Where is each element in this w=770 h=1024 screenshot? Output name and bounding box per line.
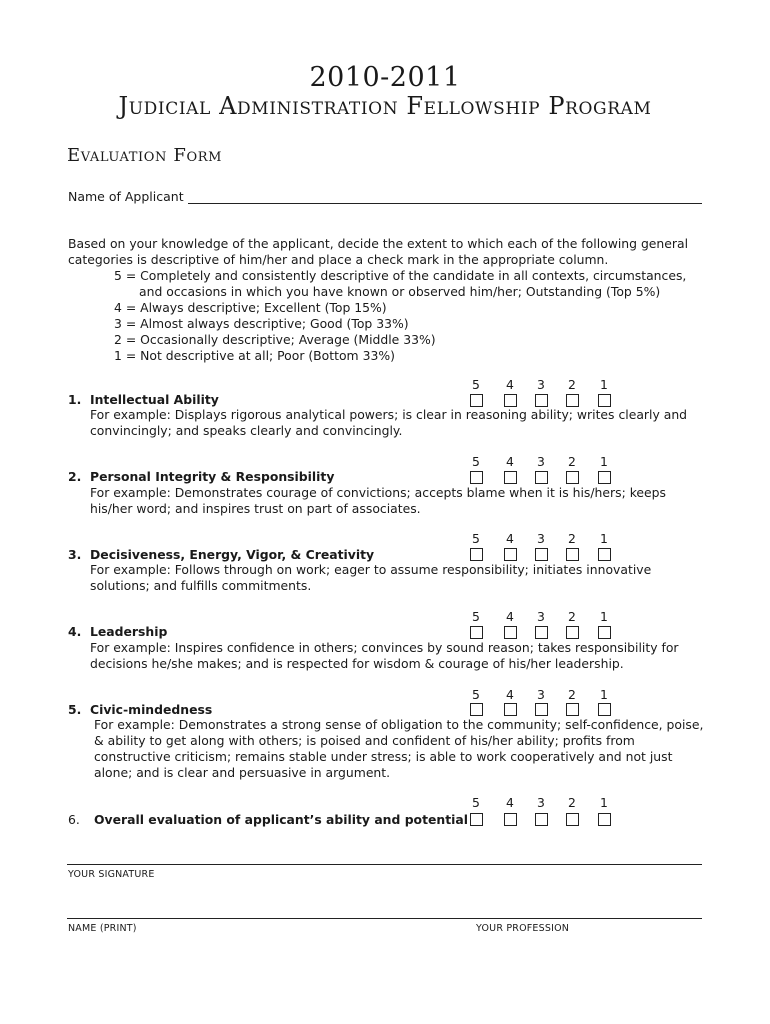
checkbox-rating-2[interactable]	[566, 471, 579, 484]
criterion-title-text: Intellectual Ability	[90, 392, 219, 407]
checkbox-rating-3[interactable]	[535, 813, 548, 826]
criterion-number: 1.	[68, 392, 82, 407]
checkbox-rating-2[interactable]	[566, 703, 579, 716]
rating-label-1: 1	[600, 531, 608, 546]
checkbox-rating-2[interactable]	[566, 548, 579, 561]
criterion-title-text: Civic-mindedness	[90, 702, 213, 717]
rating-label-3: 3	[537, 377, 545, 392]
rating-label-5: 5	[472, 795, 480, 810]
criterion-1-description: For example: Displays rigorous analytical powers; is clear in reasoning ability; writes clearly and convincingly; and speaks clearly and convincingly.	[90, 407, 688, 438]
checkbox-rating-2[interactable]	[566, 813, 579, 826]
rating-label-5: 5	[472, 531, 480, 546]
criterion-6-ratings	[464, 813, 624, 827]
criterion-1-ratings	[464, 394, 624, 408]
checkbox-rating-1[interactable]	[598, 394, 611, 407]
criterion-5-ratings	[464, 703, 624, 717]
rating-label-1: 1	[600, 687, 608, 702]
checkbox-rating-4[interactable]	[504, 703, 517, 716]
rating-label-2: 2	[568, 531, 576, 546]
rating-label-2: 2	[568, 795, 576, 810]
rating-label-4: 4	[506, 531, 514, 546]
scale-item-5	[114, 268, 686, 300]
scale-text-continued: and occasions in which you have known or observed him/her; Outstanding (Top 5%)	[139, 284, 661, 299]
applicant-name-row	[68, 189, 702, 204]
rating-label-3: 3	[537, 531, 545, 546]
criterion-5-description: For example: Demonstrates a strong sense of obligation to the community; self-confidence, poise, & ability to get along with others; is poised and confident of his/her ability; profits from constructive criticism; remains stable under stress; is able to work cooperatively and not just alone; and is clear and persuasive in argument.	[94, 717, 704, 780]
checkbox-rating-4[interactable]	[504, 626, 517, 639]
checkbox-rating-2[interactable]	[566, 626, 579, 639]
checkbox-rating-5[interactable]	[470, 813, 483, 826]
checkbox-rating-5[interactable]	[470, 548, 483, 561]
checkbox-rating-2[interactable]	[566, 394, 579, 407]
rating-label-4: 4	[506, 687, 514, 702]
checkbox-rating-4[interactable]	[504, 813, 517, 826]
criterion-2-title	[68, 469, 334, 484]
rating-label-1: 1	[600, 454, 608, 469]
criterion-number: 5.	[68, 702, 82, 717]
criterion-2-description: For example: Demonstrates courage of convictions; accepts blame when it is his/hers; keeps his/her word; and inspires trust on part of associates.	[90, 485, 667, 516]
rating-label-5: 5	[472, 454, 480, 469]
rating-label-2: 2	[568, 687, 576, 702]
checkbox-rating-1[interactable]	[598, 626, 611, 639]
rating-label-2: 2	[568, 609, 576, 624]
form-year: 2010-2011	[309, 62, 461, 93]
signature-label: YOUR SIGNATURE	[68, 869, 155, 880]
criterion-title-text: Overall evaluation of applicant’s ability and potential	[94, 812, 468, 827]
rating-label-1: 1	[600, 609, 608, 624]
criterion-6-title	[68, 812, 468, 827]
criterion-4-title	[68, 624, 167, 639]
rating-label-3: 3	[537, 454, 545, 469]
criterion-5-title	[68, 702, 212, 717]
criterion-number: 3.	[68, 547, 82, 562]
rating-label-3: 3	[537, 795, 545, 810]
signature-field[interactable]	[67, 864, 702, 865]
checkbox-rating-5[interactable]	[470, 703, 483, 716]
checkbox-rating-1[interactable]	[598, 548, 611, 561]
rating-label-5: 5	[472, 377, 480, 392]
rating-label-5: 5	[472, 687, 480, 702]
name-print-label: NAME (PRINT)	[68, 923, 137, 934]
applicant-name-label: Name of Applicant	[68, 189, 184, 204]
checkbox-rating-1[interactable]	[598, 703, 611, 716]
scale-item-3: 3 = Almost always descriptive; Good (Top 33%)	[114, 316, 409, 331]
criterion-2-ratings	[464, 471, 624, 485]
checkbox-rating-5[interactable]	[470, 394, 483, 407]
checkbox-rating-4[interactable]	[504, 548, 517, 561]
checkbox-rating-5[interactable]	[470, 626, 483, 639]
criterion-number: 2.	[68, 469, 82, 484]
criterion-3-title	[68, 547, 374, 562]
program-title: Judicial Administration Fellowship Program	[118, 92, 652, 120]
criterion-1-title	[68, 392, 219, 407]
checkbox-rating-1[interactable]	[598, 813, 611, 826]
criterion-title-text: Leadership	[90, 624, 168, 639]
rating-label-4: 4	[506, 377, 514, 392]
criterion-title-text: Decisiveness, Energy, Vigor, & Creativity	[90, 547, 375, 562]
rating-label-1: 1	[600, 795, 608, 810]
scale-item-1: 1 = Not descriptive at all; Poor (Bottom 33%)	[114, 348, 395, 363]
rating-label-4: 4	[506, 454, 514, 469]
checkbox-rating-4[interactable]	[504, 394, 517, 407]
name-print-field[interactable]	[67, 918, 702, 919]
criterion-number: 6.	[68, 812, 80, 827]
checkbox-rating-3[interactable]	[535, 471, 548, 484]
scale-item-4: 4 = Always descriptive; Excellent (Top 15%)	[114, 300, 387, 315]
rating-label-2: 2	[568, 377, 576, 392]
checkbox-rating-5[interactable]	[470, 471, 483, 484]
criterion-title-text: Personal Integrity & Responsibility	[90, 469, 335, 484]
form-title: Evaluation Form	[67, 145, 222, 166]
rating-label-3: 3	[537, 687, 545, 702]
checkbox-rating-3[interactable]	[535, 626, 548, 639]
rating-label-1: 1	[600, 377, 608, 392]
rating-label-5: 5	[472, 609, 480, 624]
instructions-intro: Based on your knowledge of the applicant, decide the extent to which each of the following general categories is descriptive of him/her and place a check mark in the appropriate column.	[68, 236, 689, 267]
criterion-4-description: For example: Inspires confidence in others; convinces by sound reason; takes responsibility for decisions he/she makes; and is respected for wisdom & courage of his/her leadership.	[90, 640, 679, 671]
criterion-3-ratings	[464, 548, 624, 562]
checkbox-rating-4[interactable]	[504, 471, 517, 484]
checkbox-rating-3[interactable]	[535, 703, 548, 716]
rating-label-2: 2	[568, 454, 576, 469]
checkbox-rating-1[interactable]	[598, 471, 611, 484]
checkbox-rating-3[interactable]	[535, 548, 548, 561]
profession-label: YOUR PROFESSION	[476, 923, 570, 934]
rating-label-4: 4	[506, 609, 514, 624]
rating-label-4: 4	[506, 795, 514, 810]
rating-label-3: 3	[537, 609, 545, 624]
criterion-number: 4.	[68, 624, 82, 639]
scale-item-2: 2 = Occasionally descriptive; Average (Middle 33%)	[114, 332, 436, 347]
checkbox-rating-3[interactable]	[535, 394, 548, 407]
scale-text: 5 = Completely and consistently descriptive of the candidate in all contexts, circumstances,	[114, 268, 687, 283]
criterion-3-description: For example: Follows through on work; eager to assume responsibility; initiates innovative solutions; and fulfills commitments.	[90, 562, 652, 593]
criterion-4-ratings	[464, 626, 624, 640]
applicant-name-field[interactable]	[188, 191, 702, 204]
